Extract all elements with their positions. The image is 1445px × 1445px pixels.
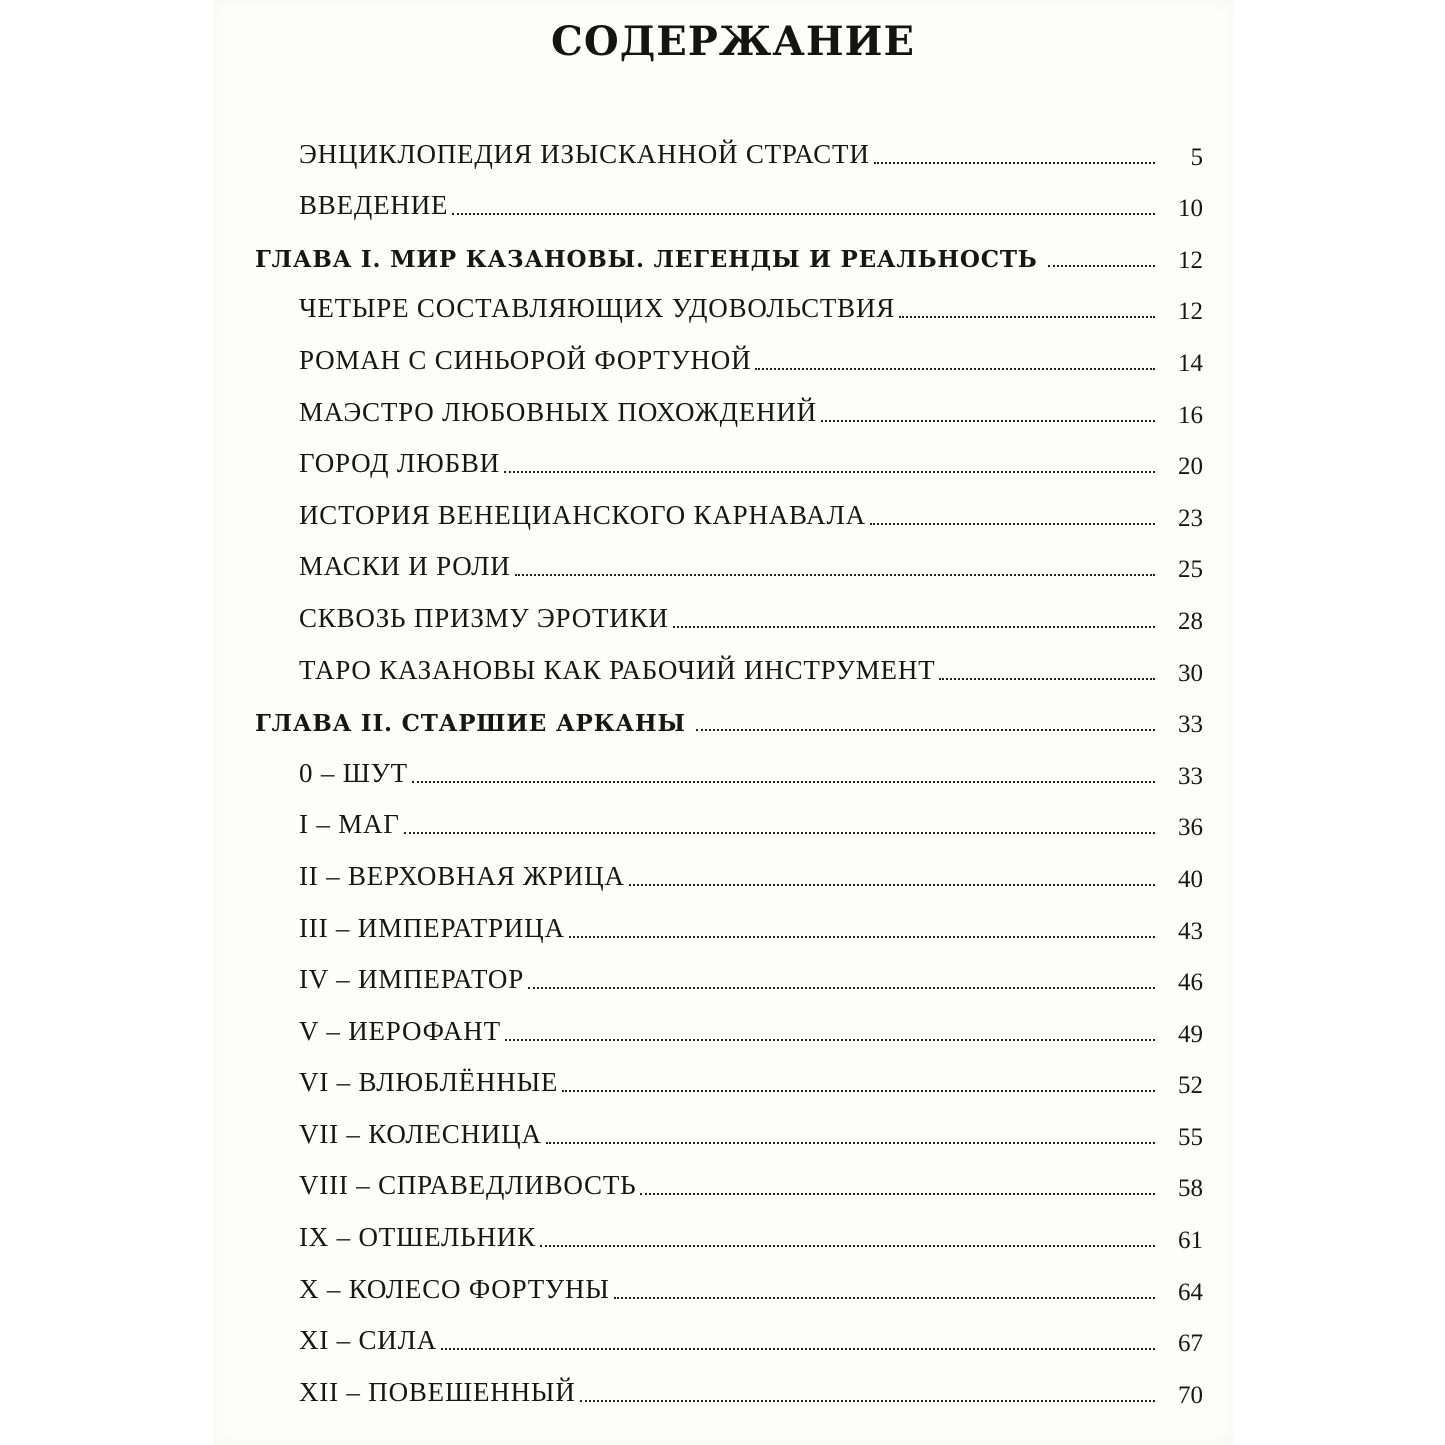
- dot-leader: [504, 471, 1155, 473]
- toc-entry-title: РОМАН С СИНЬОРОЙ ФОРТУНОЙ: [299, 344, 752, 375]
- dot-leader: [1048, 265, 1155, 267]
- toc-page-number: 55: [1178, 1123, 1203, 1151]
- toc-page-number: 43: [1178, 917, 1203, 945]
- toc-entry: [213, 330, 1233, 382]
- dot-leader: [441, 1348, 1155, 1350]
- dot-leader: [640, 1193, 1155, 1195]
- dot-leader: [562, 1090, 1155, 1092]
- page-title: СОДЕРЖАНИЕ: [551, 18, 915, 65]
- toc-entry-title: IV – ИМПЕРАТОР: [299, 964, 525, 995]
- toc-entry-title: МАСКИ И РОЛИ: [299, 551, 511, 582]
- dot-leader: [870, 523, 1155, 525]
- toc-page-number: 25: [1178, 556, 1203, 584]
- toc-entry: [213, 1259, 1233, 1311]
- dot-leader: [404, 832, 1155, 834]
- toc-entry: [213, 279, 1233, 331]
- dot-leader: [629, 884, 1155, 886]
- toc-entry-title: VI – ВЛЮБЛЁННЫЕ: [299, 1067, 559, 1098]
- dot-leader: [614, 1297, 1155, 1299]
- book-page: [213, 0, 1233, 1445]
- toc-page-number: 16: [1178, 401, 1203, 429]
- toc-page-number: 70: [1178, 1381, 1203, 1409]
- toc-entry: [213, 1001, 1233, 1053]
- toc-entry: [213, 1053, 1233, 1105]
- toc-entry: [213, 537, 1233, 589]
- toc-entry: [213, 1207, 1233, 1259]
- toc-entry-title: ИСТОРИЯ ВЕНЕЦИАНСКОГО КАРНАВАЛА: [299, 499, 866, 530]
- toc-page-number: 64: [1178, 1278, 1203, 1306]
- toc-page-number: 58: [1178, 1175, 1203, 1203]
- toc-entry-title: VII – КОЛЕСНИЦА: [299, 1118, 542, 1149]
- toc-entry-title: ГОРОД ЛЮБВИ: [299, 448, 500, 479]
- toc-page-number: 52: [1178, 1072, 1203, 1100]
- table-of-contents: [213, 124, 1233, 1414]
- toc-page-number: 20: [1178, 453, 1203, 481]
- toc-entry-title: I – МАГ: [299, 809, 400, 840]
- toc-page-number: 5: [1190, 143, 1203, 171]
- toc-page-number: 28: [1178, 607, 1203, 635]
- dot-leader: [528, 987, 1155, 989]
- toc-page-number: 33: [1178, 762, 1203, 790]
- toc-entry-title: VIII – СПРАВЕДЛИВОСТЬ: [299, 1170, 637, 1201]
- toc-page-number: 49: [1178, 1020, 1203, 1048]
- toc-page-number: 12: [1178, 246, 1203, 274]
- toc-entry-title: ЭНЦИКЛОПЕДИЯ ИЗЫСКАННОЙ СТРАСТИ: [299, 138, 870, 169]
- toc-entry-title: XII – ПОВЕШЕННЫЙ: [299, 1376, 576, 1407]
- toc-entry: [213, 743, 1233, 795]
- toc-entry-title: МАЭСТРО ЛЮБОВНЫХ ПОХОЖДЕНИЙ: [299, 396, 817, 427]
- toc-entry-title: ГЛАВА II. СТАРШИЕ АРКАНЫ: [255, 710, 686, 738]
- dot-leader: [452, 213, 1155, 215]
- toc-page-number: 23: [1178, 504, 1203, 532]
- dot-leader: [755, 368, 1155, 370]
- toc-entry-title: СКВОЗЬ ПРИЗМУ ЭРОТИКИ: [299, 602, 669, 633]
- toc-page-number: 46: [1178, 969, 1203, 997]
- toc-entry: [213, 1104, 1233, 1156]
- toc-entry: [213, 485, 1233, 537]
- toc-entry-title: IX – ОТШЕЛЬНИК: [299, 1222, 536, 1253]
- toc-entry: [213, 640, 1233, 692]
- toc-entry-title: III – ИМПЕРАТРИЦА: [299, 912, 565, 943]
- toc-page-number: 30: [1178, 659, 1203, 687]
- toc-entry: [213, 434, 1233, 486]
- dot-leader: [821, 420, 1155, 422]
- dot-leader: [412, 781, 1155, 783]
- dot-leader: [580, 1400, 1155, 1402]
- dot-leader: [515, 574, 1155, 576]
- toc-entry-title: ЧЕТЫРЕ СОСТАВЛЯЮЩИХ УДОВОЛЬСТВИЯ: [299, 293, 896, 324]
- toc-page-number: 67: [1178, 1330, 1203, 1358]
- toc-page-number: 12: [1178, 298, 1203, 326]
- toc-entry-title: X – КОЛЕСО ФОРТУНЫ: [299, 1273, 610, 1304]
- toc-entry-title: XI – СИЛА: [299, 1325, 438, 1356]
- toc-entry-title: 0 – ШУТ: [299, 757, 408, 788]
- toc-entry: [213, 795, 1233, 847]
- dot-leader: [696, 729, 1155, 731]
- toc-chapter-entry: [213, 227, 1233, 279]
- toc-entry: [213, 846, 1233, 898]
- toc-page-number: 14: [1178, 349, 1203, 377]
- toc-page-number: 61: [1178, 1227, 1203, 1255]
- dot-leader: [939, 678, 1155, 680]
- toc-entry-title: ВВЕДЕНИЕ: [299, 190, 449, 221]
- dot-leader: [569, 936, 1155, 938]
- dot-leader: [505, 1039, 1155, 1041]
- toc-entry: [213, 950, 1233, 1002]
- toc-entry-title: ГЛАВА I. МИР КАЗАНОВЫ. ЛЕГЕНДЫ И РЕАЛЬНОСТЬ: [255, 245, 1038, 273]
- dot-leader: [540, 1245, 1155, 1247]
- toc-entry-title: V – ИЕРОФАНТ: [299, 1015, 501, 1046]
- toc-page-number: 40: [1178, 865, 1203, 893]
- toc-entry-title: II – ВЕРХОВНАЯ ЖРИЦА: [299, 860, 625, 891]
- toc-entry-title: ТАРО КАЗАНОВЫ КАК РАБОЧИЙ ИНСТРУМЕНТ: [299, 654, 936, 685]
- toc-entry: [213, 124, 1233, 176]
- toc-entry: [213, 1156, 1233, 1208]
- dot-leader: [874, 162, 1155, 164]
- toc-entry: [213, 176, 1233, 228]
- toc-entry: [213, 588, 1233, 640]
- dot-leader: [899, 316, 1155, 318]
- toc-page-number: 10: [1178, 195, 1203, 223]
- toc-entry: [213, 1311, 1233, 1363]
- dot-leader: [673, 626, 1155, 628]
- toc-page-number: 36: [1178, 814, 1203, 842]
- toc-chapter-entry: [213, 692, 1233, 744]
- toc-page-number: 33: [1178, 711, 1203, 739]
- toc-entry: [213, 382, 1233, 434]
- toc-entry: [213, 898, 1233, 950]
- dot-leader: [546, 1142, 1155, 1144]
- toc-entry: [213, 1362, 1233, 1414]
